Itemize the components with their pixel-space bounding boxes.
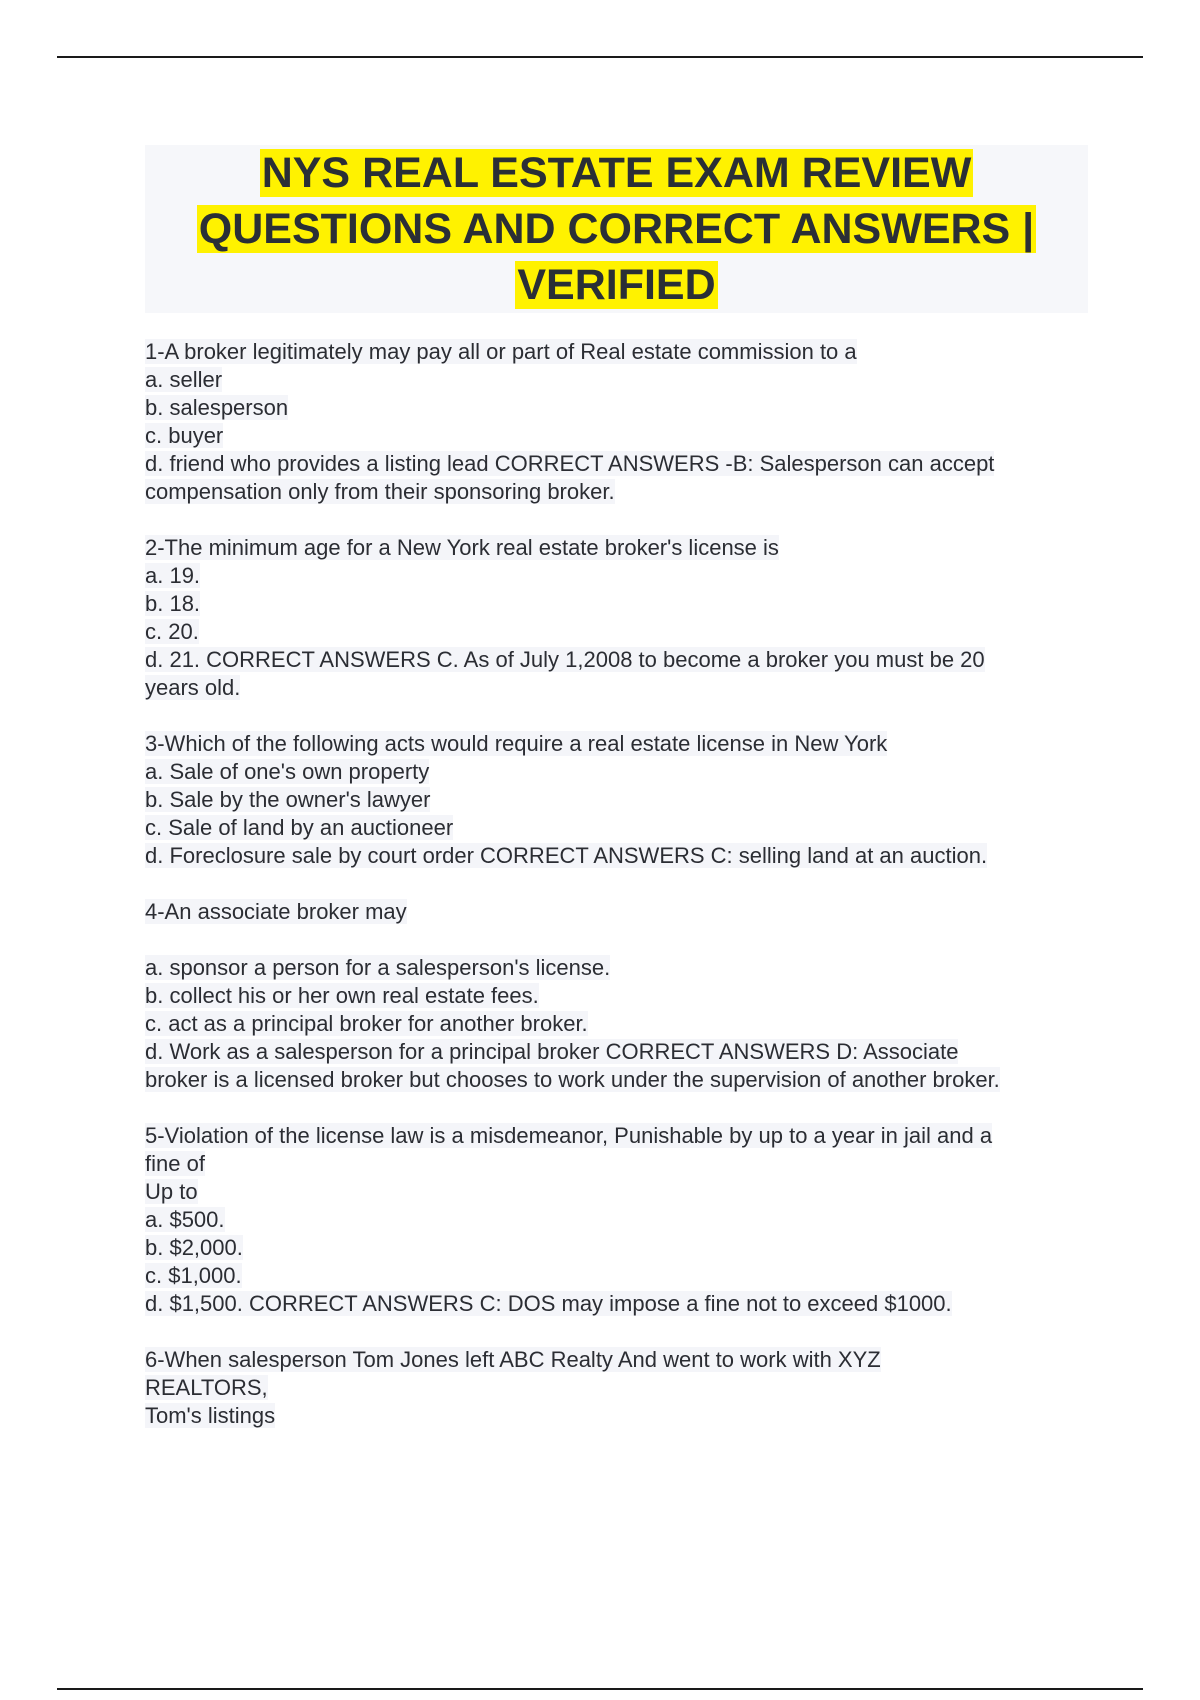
question-line: c. act as a principal broker for another broker. xyxy=(145,1011,588,1036)
question-line: a. $500. xyxy=(145,1207,225,1232)
blank-line xyxy=(145,926,1090,954)
question-line: Up to xyxy=(145,1179,198,1204)
question-line: d. friend who provides a listing lead CORRECT ANSWERS -B: Salesperson can accept xyxy=(145,451,995,476)
question-line: c. 20. xyxy=(145,619,199,644)
question-line: REALTORS, xyxy=(145,1375,268,1400)
question-line: fine of xyxy=(145,1151,205,1176)
question-line: b. collect his or her own real estate fees. xyxy=(145,983,539,1008)
question-line: d. 21. CORRECT ANSWERS C. As of July 1,2008 to become a broker you must be 20 xyxy=(145,647,985,672)
text-line xyxy=(145,842,1090,870)
text-line xyxy=(145,1206,1090,1234)
text-line xyxy=(145,1290,1090,1318)
text-line xyxy=(145,898,1090,926)
question-line: b. $2,000. xyxy=(145,1235,243,1260)
question-text: 6-When salesperson Tom Jones left ABC Realty And went to work with XYZ xyxy=(145,1347,881,1372)
question-block xyxy=(145,898,1090,1094)
text-line xyxy=(145,1262,1090,1290)
text-line xyxy=(145,562,1090,590)
text-line xyxy=(145,646,1090,674)
question-line: b. Sale by the owner's lawyer xyxy=(145,787,431,812)
top-rule xyxy=(57,56,1143,58)
text-line xyxy=(145,338,1090,366)
question-line: a. sponsor a person for a salesperson's license. xyxy=(145,955,611,980)
text-line xyxy=(145,814,1090,842)
text-line xyxy=(145,1122,1090,1150)
text-line xyxy=(145,786,1090,814)
title-line-3: VERIFIED xyxy=(517,261,716,309)
text-line xyxy=(145,1178,1090,1206)
question-line: Tom's listings xyxy=(145,1403,276,1428)
text-line xyxy=(145,1346,1090,1374)
question-line: d. $1,500. CORRECT ANSWERS C: DOS may impose a fine not to exceed $1000. xyxy=(145,1291,952,1316)
text-line xyxy=(145,982,1090,1010)
text-line xyxy=(145,674,1090,702)
question-line: a. Sale of one's own property xyxy=(145,759,430,784)
question-text: 4-An associate broker may xyxy=(145,899,407,924)
text-line xyxy=(145,534,1090,562)
question-block xyxy=(145,534,1090,702)
question-line: d. Work as a salesperson for a principal broker CORRECT ANSWERS D: Associate xyxy=(145,1039,959,1064)
question-line: c. $1,000. xyxy=(145,1263,242,1288)
question-line: a. seller xyxy=(145,367,223,392)
text-line xyxy=(145,758,1090,786)
question-text: 5-Violation of the license law is a misdemeanor, Punishable by up to a year in jail and a xyxy=(145,1123,993,1148)
question-line: c. buyer xyxy=(145,423,224,448)
question-line: b. 18. xyxy=(145,591,201,616)
questions-list xyxy=(145,338,1090,1458)
question-line: compensation only from their sponsoring broker. xyxy=(145,479,615,504)
question-line: a. 19. xyxy=(145,563,201,588)
text-line xyxy=(145,954,1090,982)
question-block xyxy=(145,730,1090,870)
text-line xyxy=(145,478,1090,506)
question-block xyxy=(145,1122,1090,1318)
text-line xyxy=(145,422,1090,450)
question-line: c. Sale of land by an auctioneer xyxy=(145,815,454,840)
text-line xyxy=(145,590,1090,618)
question-block xyxy=(145,1346,1090,1430)
text-line xyxy=(145,1402,1090,1430)
question-text: 3-Which of the following acts would require a real estate license in New York xyxy=(145,731,888,756)
text-line xyxy=(145,730,1090,758)
question-line: broker is a licensed broker but chooses to work under the supervision of another broker. xyxy=(145,1067,1000,1092)
question-line: d. Foreclosure sale by court order CORRECT ANSWERS C: selling land at an auction. xyxy=(145,843,988,868)
title-line-2: QUESTIONS AND CORRECT ANSWERS | xyxy=(198,205,1035,253)
text-line xyxy=(145,1150,1090,1178)
text-line xyxy=(145,618,1090,646)
text-line xyxy=(145,450,1090,478)
bottom-rule xyxy=(57,1688,1143,1690)
text-line xyxy=(145,1066,1090,1094)
text-line xyxy=(145,1234,1090,1262)
question-line: b. salesperson xyxy=(145,395,289,420)
question-block xyxy=(145,338,1090,506)
text-line xyxy=(145,1010,1090,1038)
text-line xyxy=(145,1374,1090,1402)
text-line xyxy=(145,366,1090,394)
document-title xyxy=(145,145,1088,313)
question-text: 1-A broker legitimately may pay all or part of Real estate commission to a xyxy=(145,339,857,364)
title-line-1: NYS REAL ESTATE EXAM REVIEW xyxy=(261,149,972,197)
text-line xyxy=(145,1038,1090,1066)
question-line: years old. xyxy=(145,675,241,700)
question-text: 2-The minimum age for a New York real estate broker's license is xyxy=(145,535,779,560)
text-line xyxy=(145,394,1090,422)
